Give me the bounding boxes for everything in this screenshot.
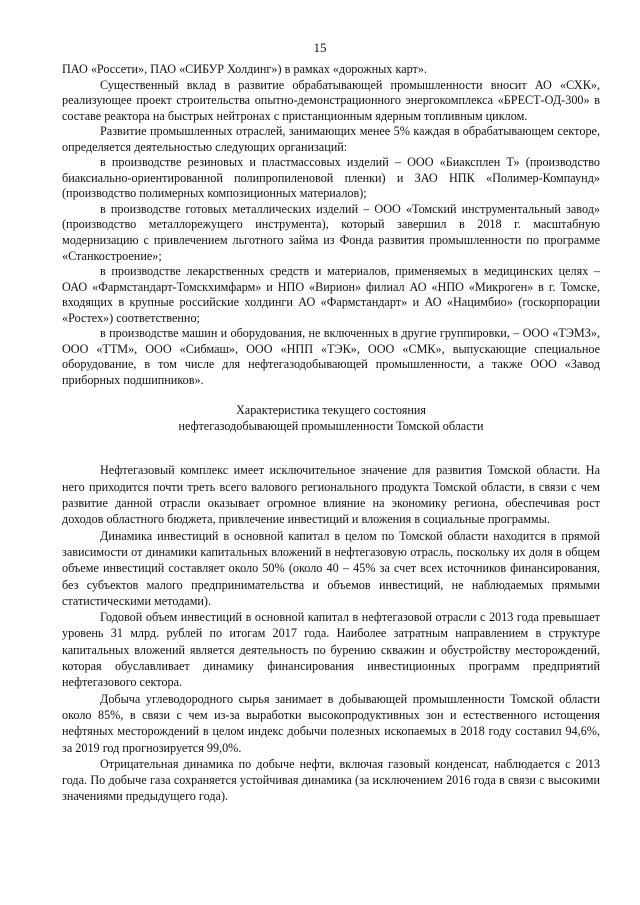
- paragraph: Динамика инвестиций в основной капитал в целом по Томской области находится в прямой зависимости от динамики капитальных вложений в нефтегазовую отрасль, поскольку их доля в общем объеме инвестиций составляет около 50% (около 40 – 45% за счет всех источников финансирования, без субъектов малого предпринимательства и объемов инвестиций, не наблюдаемых прямыми статистическими методами).: [62, 528, 600, 608]
- section-heading-line: нефтегазодобывающей промышленности Томской области: [178, 419, 484, 434]
- paragraph: в производстве лекарственных средств и материалов, применяемых в медицинских целях – ОАО «Фармстандарт-Томскхимфарм» и НПО «Вирион» филиал АО «НПО «Микроген» в г. Томске, входящих в крупные российские холдинги АО «Фармстандарт» и АО «Нацимбио» (госкорпорации «Ростех») соответственно;: [62, 264, 600, 325]
- paragraph: Добыча углеводородного сырья занимает в добывающей промышленности Томской области около 85%, в связи с чем из-за выработки высокопродуктивных зон и естественного истощения нефтяных месторождений в целом индекс добычи полезных ископаемых в 2018 году составил 94,6%, за 2019 год прогнозируется 99,0%.: [62, 691, 600, 755]
- section-heading-line: Характеристика текущего состояния: [236, 403, 426, 418]
- paragraph: в производстве резиновых и пластмассовых изделий – ООО «Биаксплен Т» (производство биаксиально-ориентированной полипропиленовой пленки) и ЗАО НПК «Полимер-Компаунд» (производство полимерных композиционных материалов);: [62, 155, 600, 201]
- paragraph: в производстве машин и оборудования, не включенных в другие группировки, – ООО «ТЭМЗ», ООО «ТТМ», ООО «Сибмаш», ООО «НПП «ТЭК», ООО «СМК», выпускающие специальное оборудование, в том числе для нефтегазодобывающей промышленности, а также ООО «Завод приборных подшипников».: [62, 326, 600, 387]
- paragraph: ПАО «Россети», ПАО «СИБУР Холдинг») в рамках «дорожных карт».: [62, 62, 427, 76]
- paragraph: Годовой объем инвестиций в основной капитал в нефтегазовой отрасли с 2013 года превышает уровень 31 млрд. рублей по итогам 2017 года. Наиболее затратным направлением в структуре капитальных вложений является деятельность по бурению скважин и обустройству месторождений, которая обуславливает динамику финансирования инвестиционных программ предприятий нефтегазового сектора.: [62, 610, 600, 690]
- oil-gas-section: [62, 462, 600, 804]
- document-body: [62, 62, 600, 805]
- paragraph: Развитие промышленных отраслей, занимающих менее 5% каждая в обрабатывающем секторе, определяется деятельностью следующих организаций:: [62, 124, 600, 154]
- industry-section: [62, 62, 600, 388]
- paragraph: Нефтегазовый комплекс имеет исключительное значение для развития Томской области. На него приходится почти треть всего валового регионального продукта Томской области, в связи с чем развитие данной отрасли оказывает огромное влияние на экономику региона, обеспечивая рост доходов областного бюджета, привлечение инвестиций и вложения в социальные программы.: [62, 463, 600, 527]
- paragraph: в производстве готовых металлических изделий – ООО «Томский инструментальный завод» (производство металлорежущего инструмента), который завершил в 2018 г. масштабную модернизацию с привлечением льготного займа из Фонда развития промышленности по программе «Станкостроение»;: [62, 201, 600, 263]
- section-heading: [62, 402, 600, 434]
- paragraph: Существенный вклад в развитие обрабатывающей промышленности вносит АО «СХК», реализующее проект строительства опытно-демонстрационного энергокомплекса «БРЕСТ-ОД-300» в составе реактора на быстрых нейтронах с пристанционным ядерным топливным циклом.: [62, 77, 600, 123]
- paragraph: Отрицательная динамика по добыче нефти, включая газовый конденсат, наблюдается с 2013 года. По добыче газа сохраняется устойчивая динамика (за исключением 2016 года в связи с высокими значениями предыдущего года).: [62, 756, 600, 804]
- page-number: 15: [313, 40, 327, 55]
